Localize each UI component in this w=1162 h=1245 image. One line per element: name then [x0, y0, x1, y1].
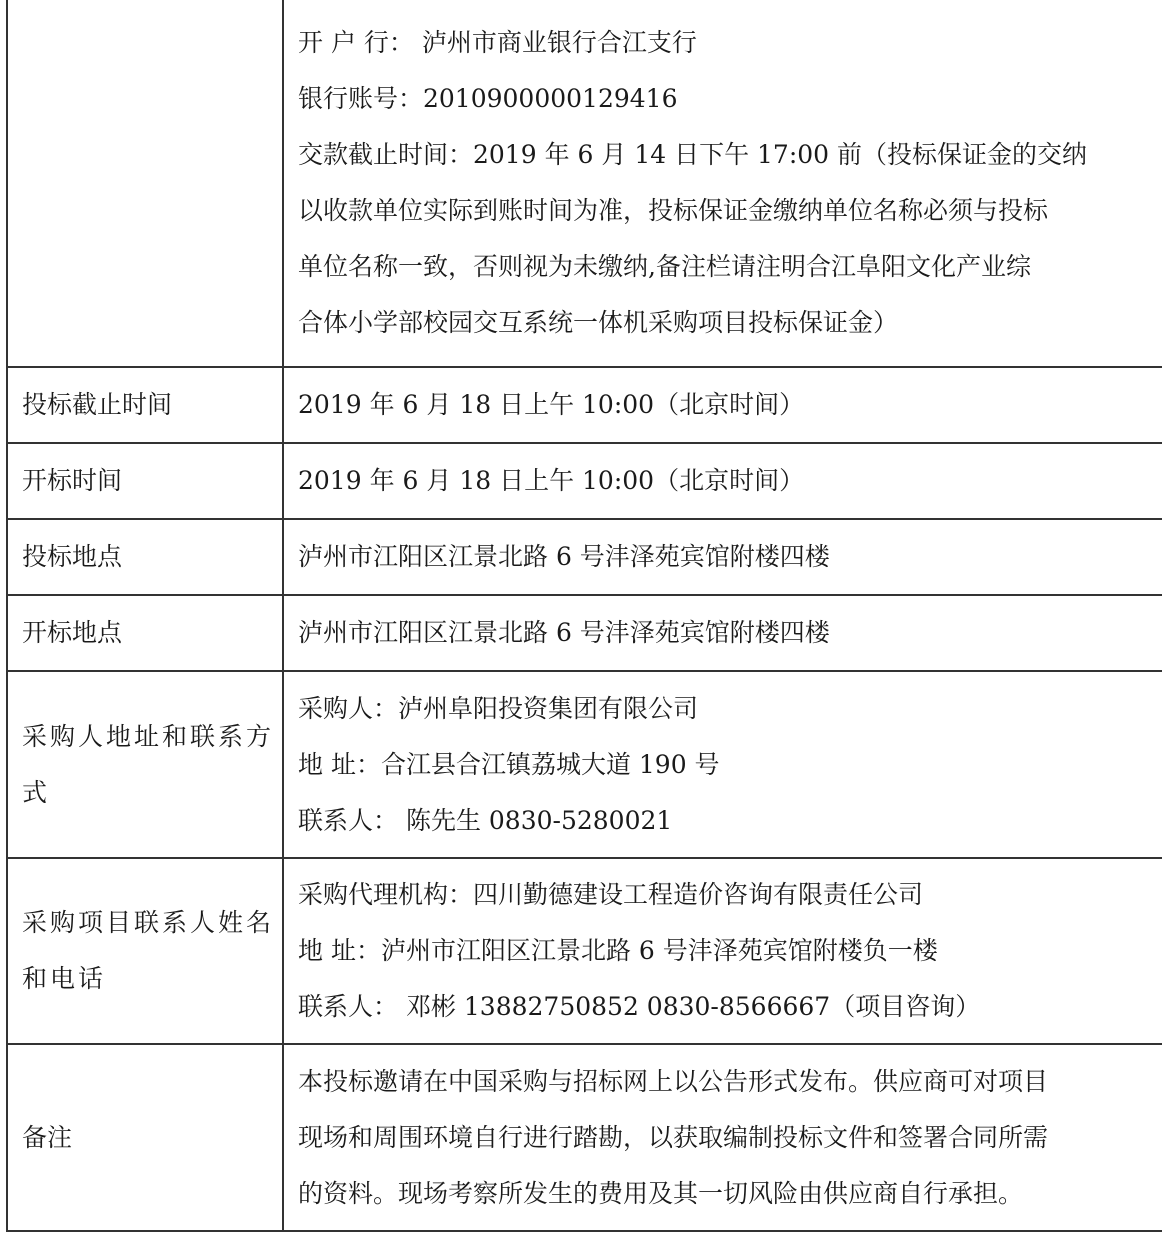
row-label: 采购项目联系人姓名和电话: [7, 858, 283, 1044]
row-label: 备注: [7, 1044, 283, 1231]
row-label: [7, 0, 283, 367]
bank-name: 开 户 行： 泸州市商业银行合江支行: [298, 28, 697, 57]
purchaser-contact: [283, 671, 1162, 858]
bank-deposit-info: [283, 0, 1162, 367]
agency-contact: [283, 858, 1162, 1044]
table-row: [7, 671, 1162, 858]
bid-deadline: 2019 年 6 月 18 日上午 10:00（北京时间）: [283, 367, 1162, 443]
bank-account: 银行账号：2010900000129416: [298, 84, 678, 113]
row-label: 投标地点: [7, 519, 283, 595]
table-row: [7, 0, 1162, 367]
table-row: [7, 858, 1162, 1044]
bid-opening-time: 2019 年 6 月 18 日上午 10:00（北京时间）: [283, 443, 1162, 519]
table-row: [7, 519, 1162, 595]
payment-deadline-text: 单位名称一致，否则视为未缴纳,备注栏请注明合江阜阳文化产业综: [298, 252, 1031, 281]
remarks-line: 本投标邀请在中国采购与招标网上以公告形式发布。供应商可对项目: [298, 1066, 1049, 1096]
purchaser-contact-person: 联系人： 陈先生 0830-5280021: [298, 805, 673, 835]
opening-location: 泸州市江阳区江景北路 6 号沣泽苑宾馆附楼四楼: [283, 595, 1162, 671]
payment-deadline-text: 交款截止时间：2019 年 6 月 14 日下午 17:00 前（投标保证金的交纳: [298, 140, 1088, 169]
tender-info-table: [6, 0, 1162, 1232]
agency-address: 地 址：泸州市江阳区江景北路 6 号沣泽苑宾馆附楼负一楼: [298, 936, 938, 965]
remarks-line: 现场和周围环境自行进行踏勘，以获取编制投标文件和签署合同所需: [298, 1122, 1049, 1152]
row-label: 开标时间: [7, 443, 283, 519]
payment-deadline-text: 合体小学部校园交互系统一体机采购项目投标保证金）: [298, 308, 899, 337]
purchaser-address: 地 址：合江县合江镇荔城大道 190 号: [298, 749, 720, 779]
bid-location: 泸州市江阳区江景北路 6 号沣泽苑宾馆附楼四楼: [283, 519, 1162, 595]
agency-contact-person: 联系人： 邓彬 13882750852 0830-8566667（项目咨询）: [298, 992, 981, 1021]
table-row: [7, 367, 1162, 443]
table-row: [7, 443, 1162, 519]
row-label: 投标截止时间: [7, 367, 283, 443]
agency-name: 采购代理机构：四川勤德建设工程造价咨询有限责任公司: [298, 880, 924, 909]
table-row: [7, 1044, 1162, 1231]
remarks: [283, 1044, 1162, 1231]
payment-deadline-text: 以收款单位实际到账时间为准，投标保证金缴纳单位名称必须与投标: [298, 196, 1049, 225]
purchaser-name: 采购人：泸州阜阳投资集团有限公司: [298, 693, 699, 723]
row-label: 采购人地址和联系方式: [7, 671, 283, 858]
table-row: [7, 595, 1162, 671]
row-label: 开标地点: [7, 595, 283, 671]
remarks-line: 的资料。现场考察所发生的费用及其一切风险由供应商自行承担。: [298, 1178, 1024, 1208]
